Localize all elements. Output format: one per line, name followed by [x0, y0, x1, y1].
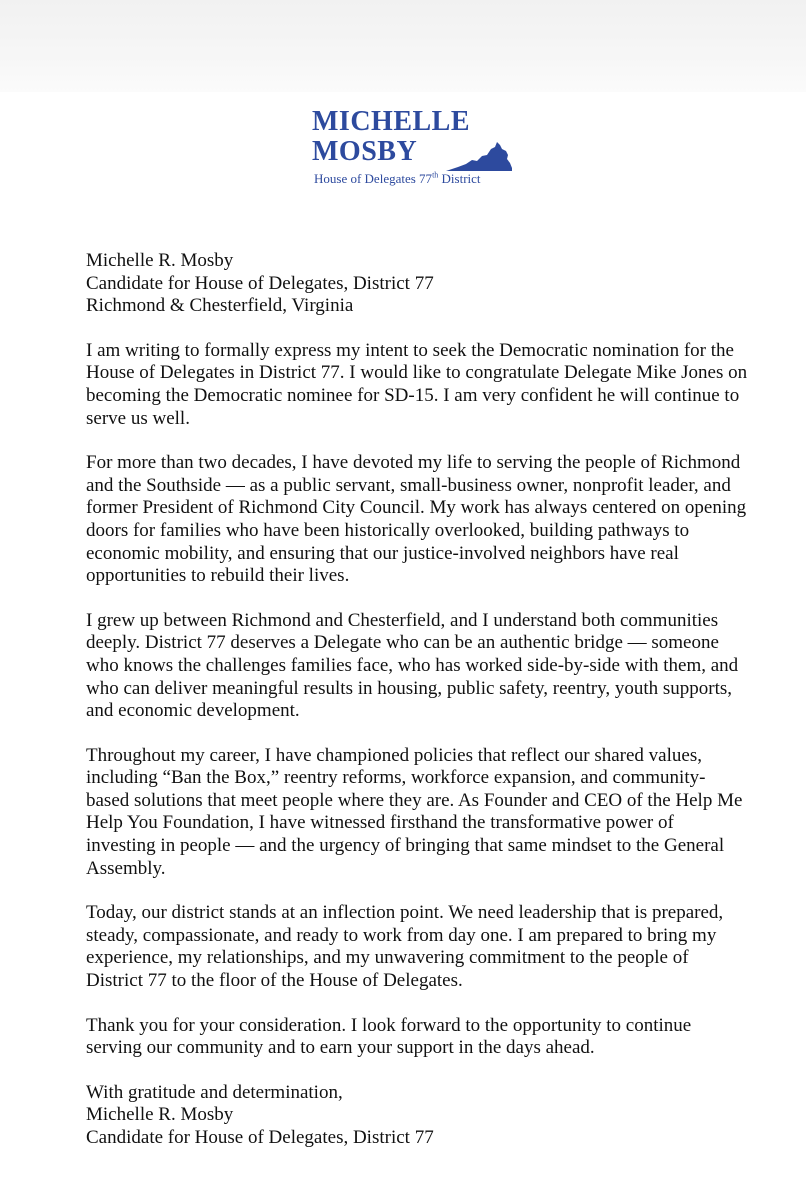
paragraph-line: investing in people — and the urgency of bringing that same mindset to the General: [86, 835, 725, 857]
logo-subtitle-text: House of Delegates 77: [314, 171, 433, 186]
paragraph-line: doors for families who have been historically overlooked, building pathways to: [86, 519, 690, 541]
closing-salutation: With gratitude and determination,: [86, 1081, 343, 1103]
paragraph-line: opportunities to rebuild their lives.: [86, 565, 350, 587]
paragraph-line: and economic development.: [86, 700, 300, 722]
paragraph-line: economic mobility, and ensuring that our justice-involved neighbors have real: [86, 542, 679, 564]
paragraph-experience: [86, 452, 746, 588]
letter-body: [86, 250, 746, 1150]
paragraph-line: Assembly.: [86, 857, 166, 879]
sender-name: Michelle R. Mosby: [86, 250, 234, 271]
paragraph-line: serving our community and to earn your support in the days ahead.: [86, 1037, 595, 1059]
closing-block: [86, 1082, 746, 1150]
sender-block: [86, 250, 746, 318]
closing-name: Michelle R. Mosby: [86, 1104, 234, 1126]
logo-subtitle-ordinal: th: [432, 170, 439, 180]
paragraph-line: I grew up between Richmond and Chesterfield, and I understand both communities: [86, 609, 719, 631]
paragraph-line: Thank you for your consideration. I look forward to the opportunity to continue: [86, 1014, 692, 1036]
paragraph-line: I am writing to formally express my intent to seek the Democratic nomination for the: [86, 339, 734, 361]
paragraph-line: House of Delegates in District 77. I would like to congratulate Delegate Mike Jones on: [86, 362, 748, 384]
sender-title: Candidate for House of Delegates, District 77: [86, 272, 434, 294]
paragraph-line: steady, compassionate, and ready to work from day one. I am prepared to bring my: [86, 924, 717, 946]
paragraph-line: For more than two decades, I have devoted my life to serving the people of Richmond: [86, 452, 741, 474]
paragraph-line: including “Ban the Box,” reentry reforms, workforce expansion, and community-: [86, 767, 706, 789]
closing-title: Candidate for House of Delegates, District 77: [86, 1127, 434, 1148]
paragraph-line: based solutions that meet people where they are. As Founder and CEO of the Help Me: [86, 789, 743, 811]
paragraph-community: [86, 610, 746, 723]
paragraph-line: Today, our district stands at an inflection point. We need leadership that is prepared,: [86, 902, 724, 924]
logo-subtitle-suffix: District: [438, 171, 481, 186]
top-margin: [0, 0, 806, 92]
logo-first-name: MICHELLE: [312, 106, 471, 137]
logo-last-name: MOSBY: [312, 136, 418, 167]
paragraph-line: who knows the challenges families face, who has worked side-by-side with them, and: [86, 654, 739, 676]
paragraph-line: experience, my relationships, and my unwavering commitment to the people of: [86, 947, 689, 969]
paragraph-line: former President of Richmond City Council. My work has always centered on opening: [86, 497, 747, 519]
paragraph-thanks: [86, 1015, 746, 1060]
paragraph-line: District 77 to the floor of the House of Delegates.: [86, 970, 463, 992]
sender-location: Richmond & Chesterfield, Virginia: [86, 295, 354, 317]
logo-subtitle: [314, 172, 481, 186]
paragraph-record: [86, 745, 746, 881]
paragraph-line: deeply. District 77 deserves a Delegate who can be an authentic bridge — someone: [86, 632, 719, 654]
paragraph-leadership: [86, 902, 746, 992]
paragraph-line: serve us well.: [86, 407, 190, 429]
paragraph-line: becoming the Democratic nominee for SD-15. I am very confident he will continue to: [86, 384, 740, 406]
paragraph-line: who can deliver meaningful results in housing, public safety, reentry, youth supports,: [86, 677, 733, 699]
virginia-state-outline-icon: [444, 140, 514, 174]
paragraph-intent: [86, 340, 746, 430]
paragraph-line: Throughout my career, I have championed policies that reflect our shared values,: [86, 744, 702, 766]
paragraph-line: and the Southside — as a public servant, small-business owner, nonprofit leader, and: [86, 474, 731, 496]
paragraph-line: Help You Foundation, I have witnessed firsthand the transformative power of: [86, 812, 674, 834]
campaign-logo: [312, 108, 512, 188]
